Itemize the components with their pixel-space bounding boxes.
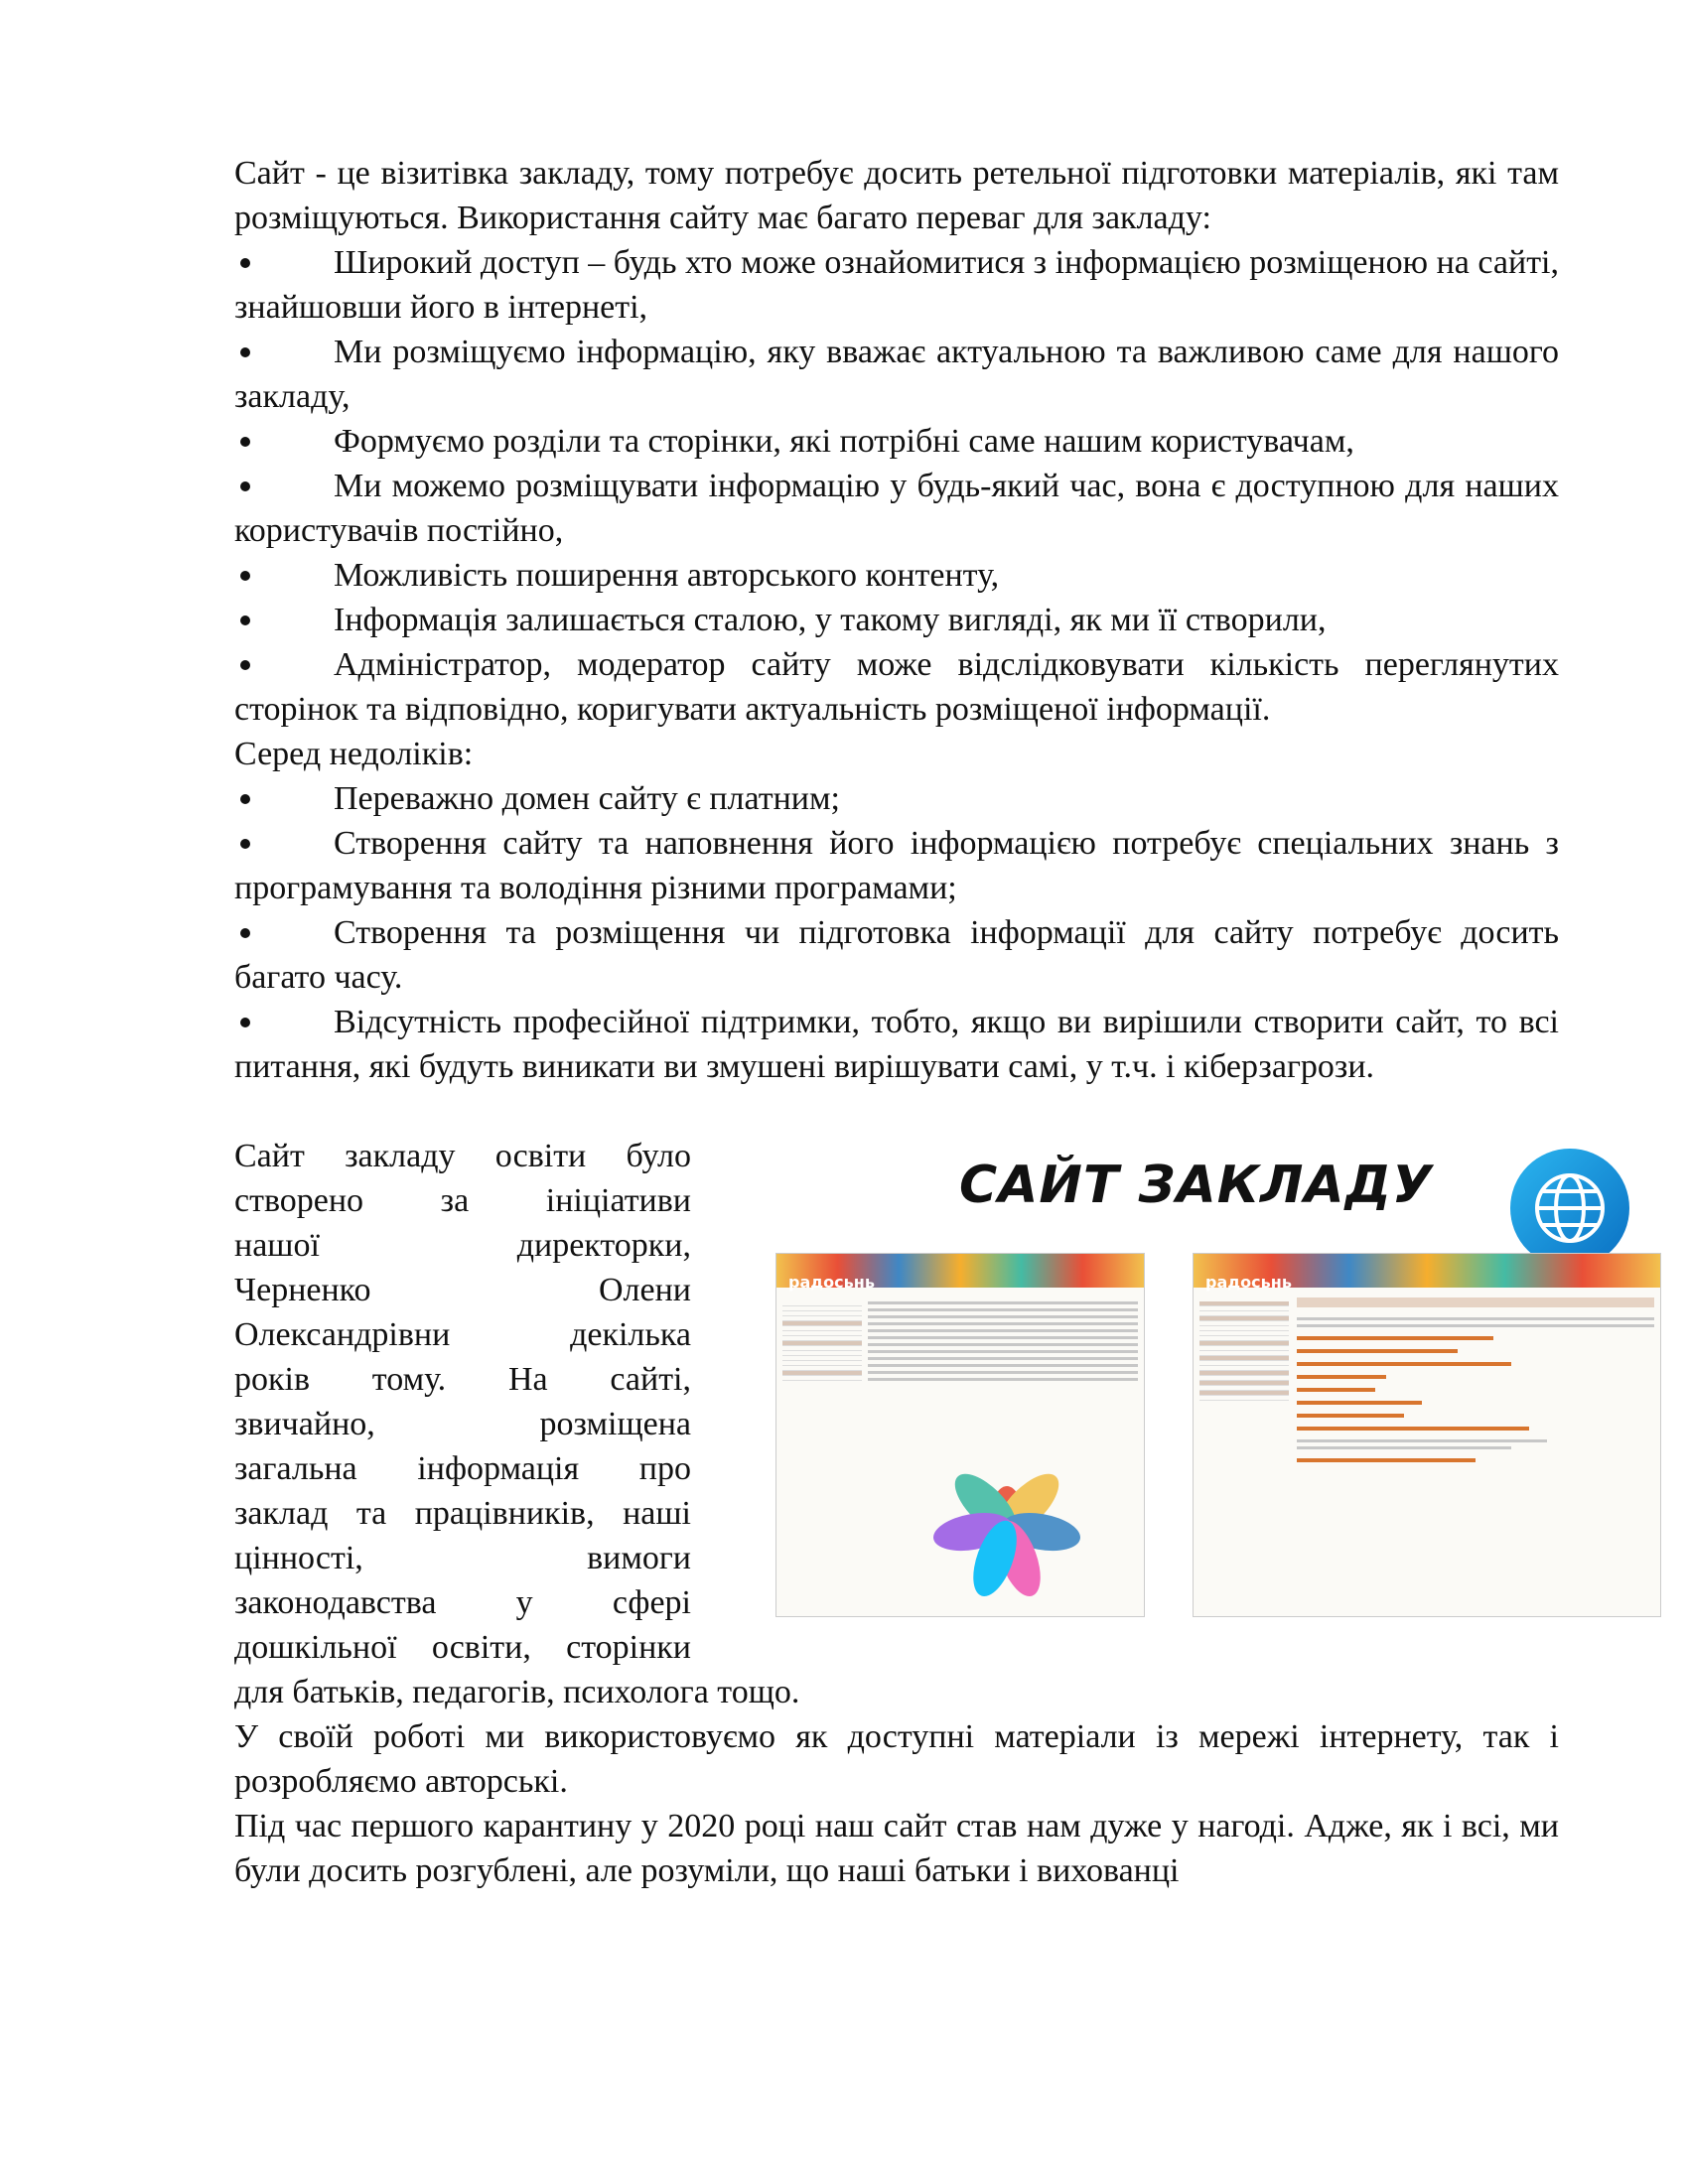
list-item: Ми можемо розміщувати інформацію у будь-який час, вона є доступною для наших користувачів постійно,	[234, 468, 1559, 549]
site-description: Сайт закладу освіти було створено за ініціативи нашої директорки, Черненко Олени Олександрівни декілька років тому. На сайті, звичайно, розміщена загальна інформація про заклад та працівників, наші цінності, вимоги законодавства у сфері дошкільної освіти, сторінки	[234, 1138, 691, 1666]
bullet-icon	[240, 571, 250, 581]
bullet-icon	[240, 347, 250, 357]
site-banner: радосьнь	[1194, 1254, 1660, 1288]
hands-image	[878, 1417, 1136, 1605]
intro-paragraph: Сайт - це візитівка закладу, тому потребує досить ретельної підготовки матеріалів, які там розміщуються. Використання сайту має багато переваг для закладу:	[234, 155, 1559, 236]
list-item: Можливість поширення авторського контенту,	[234, 553, 1559, 598]
bullet-icon	[240, 481, 250, 491]
bullet-icon	[240, 928, 250, 938]
quarantine-paragraph: Під час першого карантину у 2020 році наш сайт став нам дуже у нагоді. Адже, як і всі, ми були досить розгублені, але розуміли, що наші батьки і вихованці	[234, 1808, 1559, 1889]
list-item: Інформація залишається сталою, у такому вигляді, як ми її створили,	[234, 598, 1559, 642]
list-item: Переважно домен сайту є платним;	[234, 776, 1559, 821]
disadvantages-list	[234, 776, 1559, 1089]
list-item: Відсутність професійної підтримки, тобто, якщо ви вирішили створити сайт, то всі питання, які будуть виникати ви змушені вирішувати самі, у т.ч. і кіберзагрози.	[234, 1004, 1559, 1085]
bullet-icon	[240, 1018, 250, 1027]
site-main-content	[868, 1297, 1138, 1610]
bullet-icon	[240, 615, 250, 625]
list-item: Широкий доступ – будь хто може ознайомитися з інформацією розміщеною на сайті, знайшовши його в інтернеті,	[234, 244, 1559, 326]
list-item: Ми розміщуємо інформацію, яку вважає актуальною та важливою саме для нашого закладу,	[234, 334, 1559, 415]
site-sidebar	[1199, 1301, 1289, 1401]
list-item: Формуємо розділи та сторінки, які потрібні саме нашим користувачам,	[234, 419, 1559, 464]
site-section	[234, 1134, 1559, 1670]
site-main-content	[1297, 1297, 1654, 1610]
materials-paragraph: У своїй роботі ми використовуємо як доступні матеріали із мережі інтернету, так і розробляємо авторські.	[234, 1718, 1559, 1800]
document-body	[234, 151, 1559, 1893]
bullet-icon	[240, 794, 250, 804]
list-item: Створення сайту та наповнення його інформацією потребує спеціальних знань з програмування та володіння різними програмами;	[234, 825, 1559, 906]
site-description-tail: для батьків, педагогів, психолога тощо.	[234, 1674, 800, 1710]
site-sidebar	[782, 1301, 862, 1381]
bullet-icon	[240, 258, 250, 268]
illustration-title: САЙТ ЗАКЛАДУ	[959, 1156, 1434, 1215]
advantages-list	[234, 240, 1559, 732]
site-illustration	[736, 1134, 1659, 1625]
site-banner: радосьнь	[776, 1254, 1144, 1288]
bullet-icon	[240, 660, 250, 670]
list-item: Створення та розміщення чи підготовка інформації для сайту потребує досить багато часу.	[234, 914, 1559, 996]
list-item: Адміністратор, модератор сайту може відслідковувати кількість переглянутих сторінок та відповідно, коригувати актуальність розміщеної інформації.	[234, 646, 1559, 728]
bullet-icon	[240, 437, 250, 447]
website-screenshot-right	[1193, 1253, 1661, 1617]
bullet-icon	[240, 839, 250, 849]
website-screenshot-left	[775, 1253, 1145, 1617]
disadvantages-heading: Серед недоліків:	[234, 736, 474, 772]
